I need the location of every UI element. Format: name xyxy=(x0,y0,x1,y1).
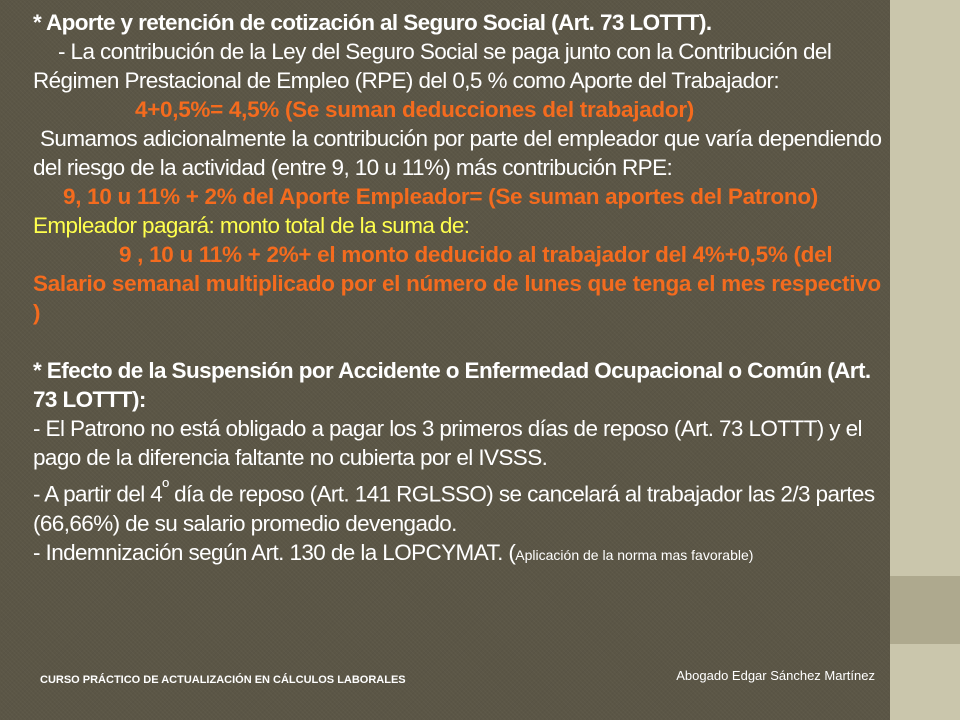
formula-total-empleador: 9 , 10 u 11% + 2%+ el monto deducido al trabajador del 4%+0,5% (del Salario semanal multiplicado por el número de lunes que tenga el mes respectivo ) xyxy=(33,242,881,325)
list-item-tres-dias: - El Patrono no está obligado a pagar los 3 primeros días de reposo (Art. 73 LOTTT) y el pago de la diferencia faltante no cubierta por el IVSSS. xyxy=(33,416,862,470)
section-heading-seguro-social: * Aporte y retención de cotización al Seguro Social (Art. 73 LOTTT). xyxy=(33,10,712,35)
formula-deducciones-trabajador: 4+0,5%= 4,5% (Se suman deducciones del trabajador) xyxy=(135,97,694,122)
footer-course-title: CURSO PRÁCTICO DE ACTUALIZACIÓN EN CÁLCULOS LABORALES xyxy=(40,674,406,686)
section-heading-suspension: * Efecto de la Suspensión por Accidente o Enfermedad Ocupacional o Común (Art. 73 LOTTT): xyxy=(33,358,871,412)
list-item-cuarto-dia-start: - A partir del 4 xyxy=(33,481,163,507)
indemnizacion-note: Aplicación de la norma mas favorable) xyxy=(515,546,754,563)
list-item-indemnizacion xyxy=(33,538,883,570)
formula-aportes-patrono: 9, 10 u 11% + 2% del Aporte Empleador= (Se suman aportes del Patrono) xyxy=(63,184,818,209)
list-item-cuarto-dia-end: día de reposo (Art. 141 RGLSSO) se cancelará al trabajador las 2/3 partes (66,66%) de su salario promedio devengado. xyxy=(33,481,875,536)
slide-content xyxy=(33,8,883,570)
paragraph-empleador: Sumamos adicionalmente la contribución por parte del empleador que varía dependiendo del riesgo de la actividad (entre 9, 10 u 11%) más contribución RPE: xyxy=(33,126,882,180)
side-accent-block xyxy=(890,576,960,644)
paragraph-contribucion: - La contribución de la Ley del Seguro Social se paga junto con la Contribución del Régimen Prestacional de Empleo (RPE) del 0,5 % como Aporte del Trabajador: xyxy=(33,39,832,93)
employer-total-label: Empleador pagará: monto total de la suma de: xyxy=(33,213,470,238)
ordinal-superscript: º xyxy=(162,476,169,497)
footer-author: Abogado Edgar Sánchez Martínez xyxy=(676,668,875,683)
indemnizacion-text: - Indemnización según Art. 130 de la LOPCYMAT. ( xyxy=(33,539,516,565)
list-item-cuarto-dia xyxy=(33,472,883,538)
spacer xyxy=(33,327,883,356)
